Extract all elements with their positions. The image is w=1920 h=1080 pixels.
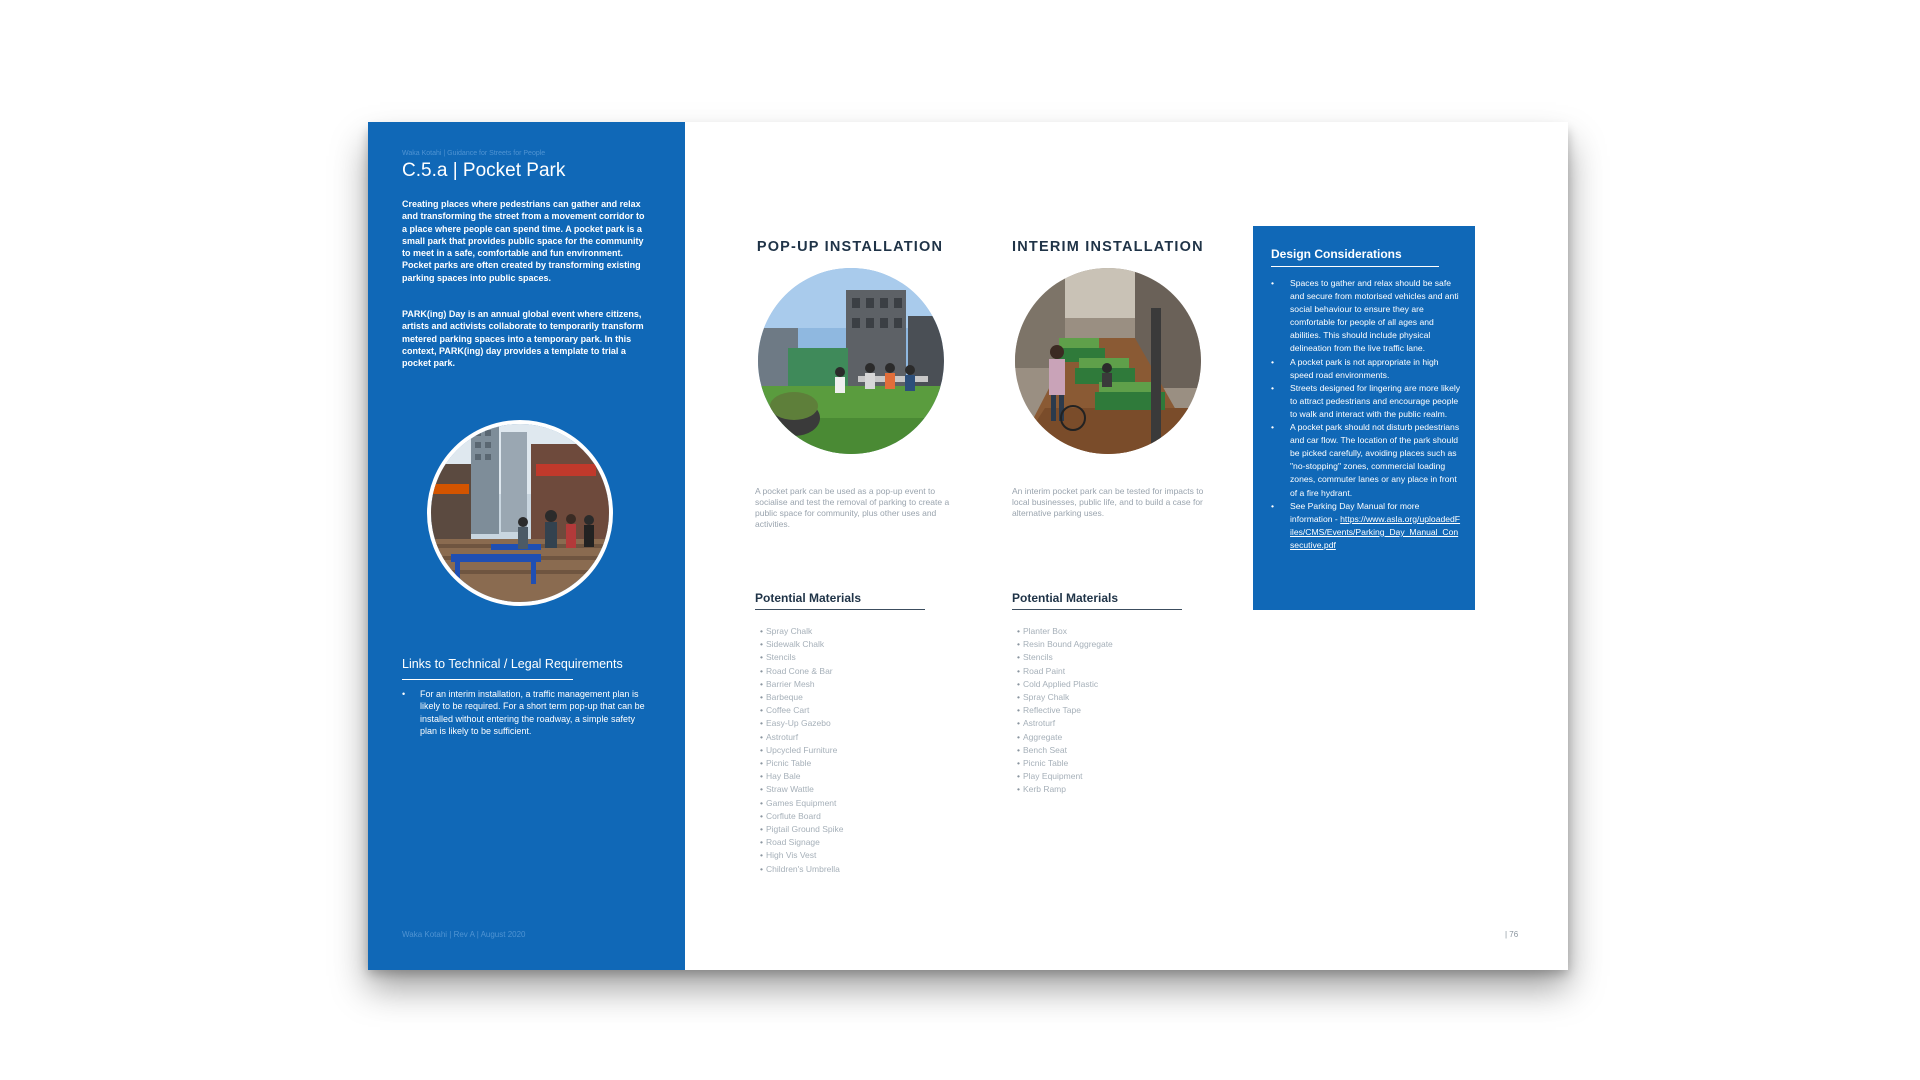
material-item: • Resin Bound Aggregate bbox=[1017, 638, 1113, 651]
intro-paragraph: Creating places where pedestrians can gather and relax and transforming the street from a movement corridor to a place where people can spend time. A pocket park is a small park that provides public space for the community to meet in a safe, comfortable and fun environment. Pocket parks are often created by transforming existing parking spaces into public spaces. bbox=[402, 199, 645, 283]
links-list bbox=[402, 688, 652, 737]
parking-day-paragraph: PARK(ing) Day is an annual global event where citizens, artists and activists collaborate to temporarily transform metered parking spaces into a temporary park. In this context, PARK(ing) day provides a template to trial a pocket park. bbox=[402, 309, 644, 369]
material-item: • Stencils bbox=[1017, 651, 1113, 664]
interim-photo-illustration bbox=[1015, 268, 1201, 454]
material-item: • Games Equipment bbox=[760, 797, 844, 810]
material-item: • Astroturf bbox=[1017, 717, 1113, 730]
material-item: • Picnic Table bbox=[760, 757, 844, 770]
design-item-parking-day bbox=[1271, 500, 1461, 552]
popup-heading: POP-UP INSTALLATION bbox=[756, 239, 944, 255]
material-item: • Corflute Board bbox=[760, 810, 844, 823]
material-item: • Stencils bbox=[760, 651, 844, 664]
links-heading: Links to Technical / Legal Requirements bbox=[402, 657, 623, 671]
popup-materials-list bbox=[760, 625, 844, 876]
left-footer: Waka Kotahi | Rev A | August 2020 bbox=[402, 930, 526, 939]
left-blue-panel bbox=[368, 122, 685, 970]
material-item: • Children's Umbrella bbox=[760, 863, 844, 876]
popup-photo-illustration bbox=[758, 268, 944, 454]
interim-heading: INTERIM INSTALLATION bbox=[1012, 239, 1204, 255]
popup-materials-heading: Potential Materials bbox=[755, 591, 862, 605]
material-item: • Easy-Up Gazebo bbox=[760, 717, 844, 730]
material-item: • Cold Applied Plastic bbox=[1017, 678, 1113, 691]
material-item: • Coffee Cart bbox=[760, 704, 844, 717]
design-considerations-heading: Design Considerations bbox=[1271, 247, 1402, 261]
interim-description: An interim pocket park can be tested for impacts to local businesses, public life, and to build a case for alternative parking uses. bbox=[1012, 486, 1204, 518]
material-item: • Kerb Ramp bbox=[1017, 783, 1113, 796]
page-number: | 76 bbox=[1505, 930, 1519, 939]
interim-materials-underline bbox=[1012, 609, 1182, 610]
material-item: • Road Paint bbox=[1017, 665, 1113, 678]
material-item: • Barrier Mesh bbox=[760, 678, 844, 691]
material-item: • Bench Seat bbox=[1017, 744, 1113, 757]
links-heading-underline bbox=[402, 679, 573, 680]
material-item: • Spray Chalk bbox=[1017, 691, 1113, 704]
design-item: • A pocket park is not appropriate in high speed road environments. bbox=[1271, 356, 1461, 382]
material-item: • Reflective Tape bbox=[1017, 704, 1113, 717]
design-item: • Streets designed for lingering are more likely to attract pedestrians and encourage people to walk and interact with the public realm. bbox=[1271, 382, 1461, 421]
popup-installation-photo bbox=[758, 268, 944, 454]
breadcrumb: Waka Kotahi | Guidance for Streets for People bbox=[402, 150, 546, 157]
page-title: C.5.a | Pocket Park bbox=[402, 160, 566, 181]
material-item: • Upcycled Furniture bbox=[760, 744, 844, 757]
material-item: • Barbeque bbox=[760, 691, 844, 704]
material-item: • Sidewalk Chalk bbox=[760, 638, 844, 651]
parking-day-manual-link[interactable]: https://www.asla.org/uploadedFiles/CMS/Events/Parking_Day_Manual_Consecutive.pdf bbox=[1290, 513, 1461, 550]
material-item: • Road Signage bbox=[760, 836, 844, 849]
material-item: • High Vis Vest bbox=[760, 849, 844, 862]
material-item: • Play Equipment bbox=[1017, 770, 1113, 783]
material-item: • Astroturf bbox=[760, 731, 844, 744]
material-item: • Planter Box bbox=[1017, 625, 1113, 638]
interim-materials-heading: Potential Materials bbox=[1012, 591, 1119, 605]
design-item: • A pocket park should not disturb pedestrians and car flow. The location of the park should be picked carefully, avoiding places such as "no-stopping" zones, commercial loading zones, commuter lanes or any place in front of a fire hydrant. bbox=[1271, 421, 1461, 500]
material-item: • Spray Chalk bbox=[760, 625, 844, 638]
material-item: • Road Cone & Bar bbox=[760, 665, 844, 678]
links-list-item: • For an interim installation, a traffic management plan is likely to be required. For a short term pop-up that can be installed without entering the roadway, a simple safety plan is likely to be sufficient. bbox=[402, 688, 652, 737]
right-white-page bbox=[685, 122, 1568, 970]
material-item: • Picnic Table bbox=[1017, 757, 1113, 770]
interim-materials-list bbox=[1017, 625, 1113, 797]
street-pocket-park-photo bbox=[427, 420, 613, 606]
design-considerations-box bbox=[1253, 226, 1475, 610]
popup-description: A pocket park can be used as a pop-up event to socialise and test the removal of parking to create a public space for community, plus other uses and activities. bbox=[755, 486, 950, 529]
material-item: • Hay Bale bbox=[760, 770, 844, 783]
design-heading-underline bbox=[1271, 266, 1439, 267]
parking-day-text: See Parking Day Manual for more information - bbox=[1290, 500, 1420, 524]
material-item: • Aggregate bbox=[1017, 731, 1113, 744]
popup-materials-underline bbox=[755, 609, 925, 610]
design-considerations-list bbox=[1271, 277, 1461, 552]
material-item: • Pigtail Ground Spike bbox=[760, 823, 844, 836]
street-photo-illustration bbox=[431, 424, 609, 602]
design-item: • Spaces to gather and relax should be safe and secure from motorised vehicles and anti social behaviour to ensure they are comfortable for people of all ages and abilities. This should include physical delineation from the live traffic lane. bbox=[1271, 277, 1461, 356]
interim-installation-photo bbox=[1015, 268, 1201, 454]
material-item: • Straw Wattle bbox=[760, 783, 844, 796]
